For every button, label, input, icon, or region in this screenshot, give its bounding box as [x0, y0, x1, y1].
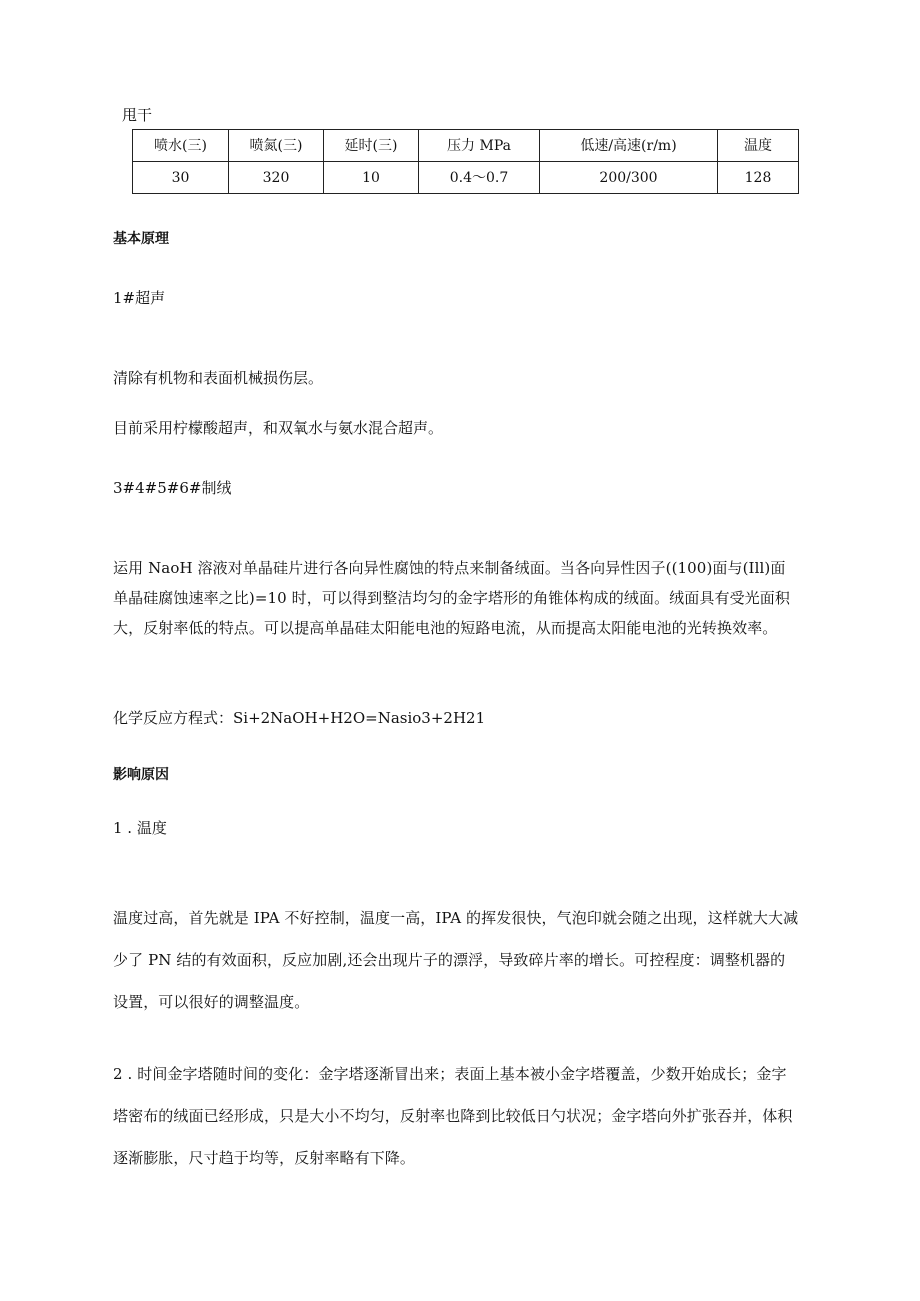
time-paragraph: 2 . 时间金字塔随时间的变化：金字塔逐渐冒出来；表面上基本被小金字塔覆盖，少数开始成长；金字塔密布的绒面已经形成，只是大小不均匀，反射率也降到比较低日勺状况；金字塔向外扩张吞并，体积逐渐膨胀，尺寸趋于均等，反射率略有下降。	[113, 1065, 793, 1167]
cell-speed: 200/300	[540, 162, 718, 194]
texturing-paragraph: 运用 NaoH 溶液对单晶硅片进行各向异性腐蚀的特点来制备绒面。当各向异性因子((100)面与(Ill)面单晶硅腐蚀速率之比)=10 时，可以得到整洁均匀的金字塔形的角锥体构成的绒面。绒面具有受光面积大，反射率低的特点。可以提高单晶硅太阳能电池的短路电流，从而提高太阳能电池的光转换效率。	[113, 559, 790, 637]
section-heading-influencing-factors: 影响原因	[113, 767, 169, 783]
table-header-row	[133, 130, 799, 162]
table-row	[133, 162, 799, 194]
header-nitrogen-spray: 喷氮(三)	[229, 130, 324, 162]
cell-water-spray: 30	[133, 162, 229, 194]
spin-dry-parameters-table	[132, 129, 799, 194]
cell-pressure: 0.4～0.7	[419, 162, 540, 194]
ultrasonic-line-2: 目前采用柠檬酸超声，和双氧水与氨水混合超声。	[113, 419, 444, 437]
header-temperature: 温度	[718, 130, 799, 162]
table-caption: 甩干	[122, 106, 153, 124]
item-title-texturing: 3#4#5#6#制绒	[113, 479, 232, 497]
section-heading-basic-principle: 基本原理	[113, 231, 169, 247]
header-delay: 延时(三)	[324, 130, 419, 162]
header-pressure: 压力 MPa	[419, 130, 540, 162]
cell-delay: 10	[324, 162, 419, 194]
cell-nitrogen-spray: 320	[229, 162, 324, 194]
chemical-equation: 化学反应方程式：Si+2NaOH+H2O=Nasio3+2H21	[113, 709, 486, 727]
header-water-spray: 喷水(三)	[133, 130, 229, 162]
temperature-paragraph: 温度过高，首先就是 IPA 不好控制，温度一高，IPA 的挥发很快，气泡印就会随之出现，这样就大大减少了 PN 结的有效面积，反应加剧,还会出现片子的漂浮，导致碎片率的增长。可控程度：调整机器的设置，可以很好的调整温度。	[113, 909, 799, 1011]
factor-title-temperature: 1 . 温度	[113, 819, 167, 837]
item-title-ultrasonic: 1#超声	[113, 289, 166, 307]
ultrasonic-line-1: 清除有机物和表面机械损伤层。	[113, 369, 324, 387]
header-speed: 低速/高速(r/m)	[540, 130, 718, 162]
cell-temperature: 128	[718, 162, 799, 194]
